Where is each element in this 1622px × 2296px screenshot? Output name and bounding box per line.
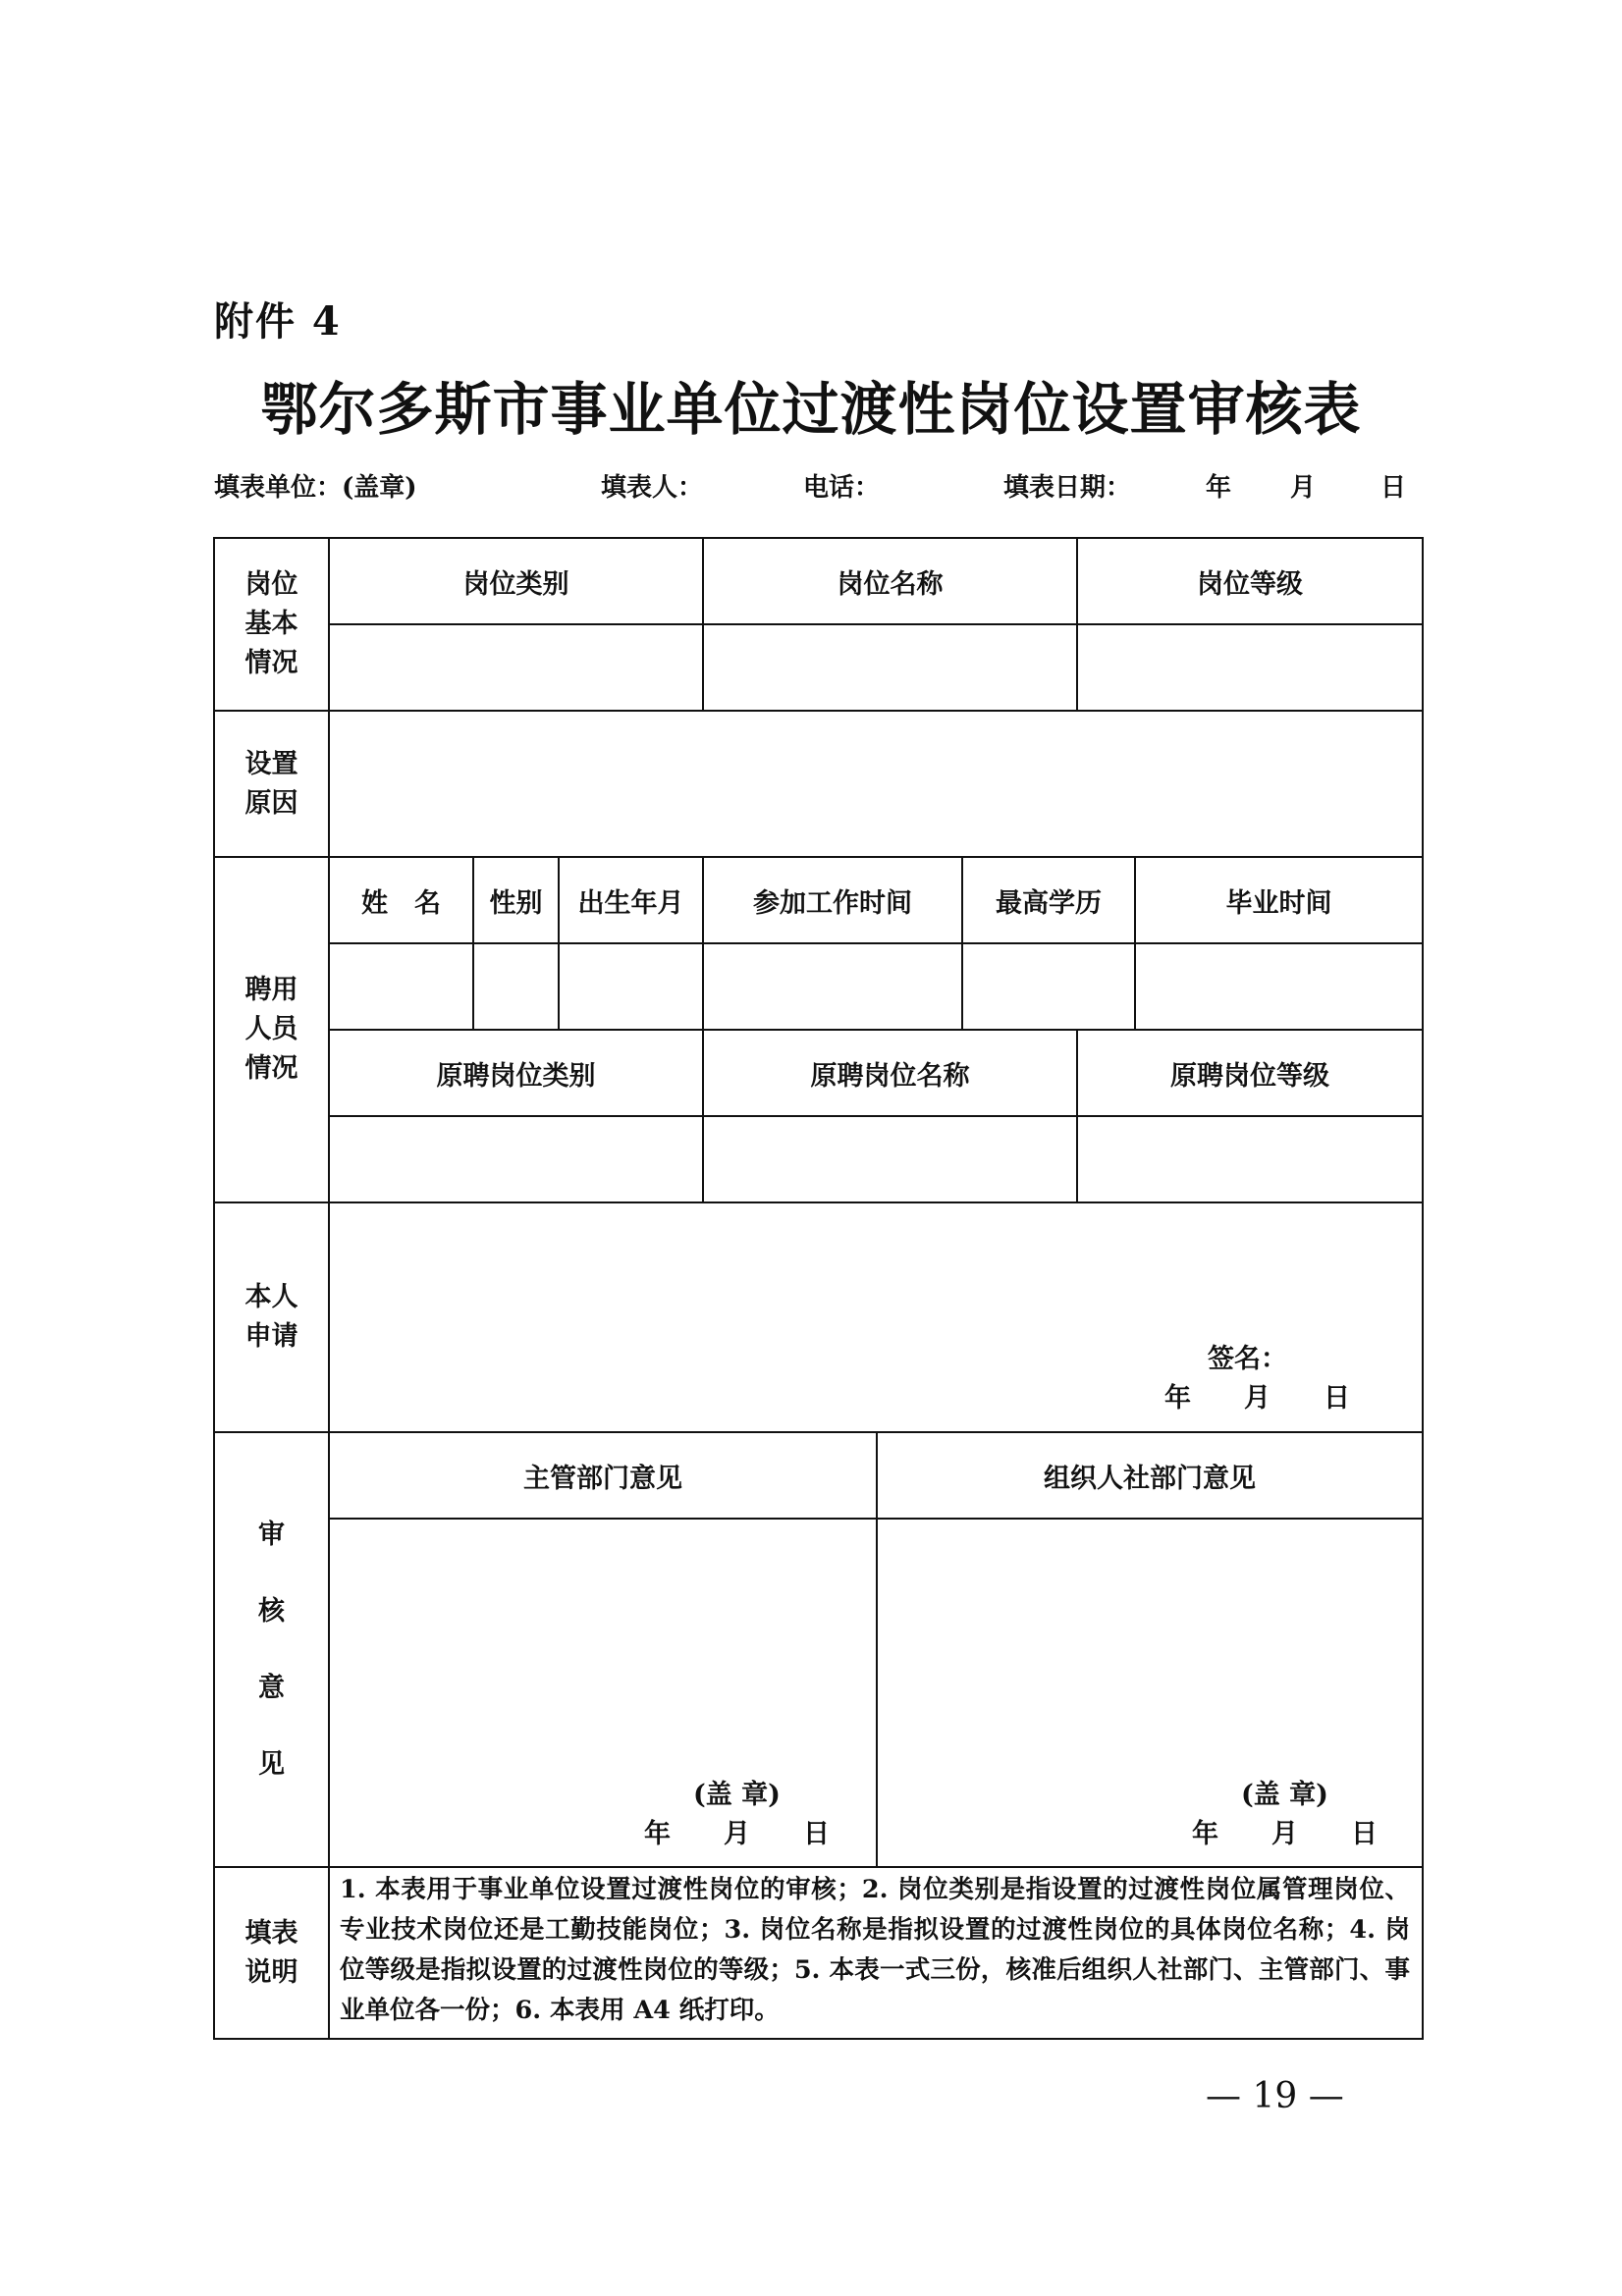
reason-label: 设置 原因 [213,710,330,858]
education-field[interactable] [961,942,1136,1031]
review-label: 审 核 意 见 [213,1431,330,1868]
post-level-field[interactable] [1076,623,1424,712]
supervisor-stamp: (盖 章) [693,1780,781,1810]
hr-date: 年 月 日 [1192,1819,1378,1849]
post-category-field[interactable] [328,623,704,712]
header-hr-opinion: 组织人社部门意见 [876,1431,1424,1520]
header-original-category: 原聘岗位类别 [328,1029,704,1117]
basic-info-label: 岗位 基本 情况 [213,537,330,712]
date-day: 日 [1380,473,1407,503]
fill-date-label: 填表日期： [1003,473,1132,503]
fill-unit-label: 填表单位：(盖章) [214,473,417,503]
hr-stamp: (盖 章) [1241,1780,1328,1810]
date-month: 月 [1290,473,1317,503]
post-name-field[interactable] [702,623,1078,712]
attachment-label: 附件 4 [214,298,342,345]
original-category-field[interactable] [328,1115,704,1203]
supervisor-date: 年 月 日 [644,1819,830,1849]
original-name-field[interactable] [702,1115,1078,1203]
filler-label: 填表人： [601,473,704,503]
notes-text: 1. 本表用于事业单位设置过渡性岗位的审核；2. 岗位类别是指设置的过渡性岗位属管理岗位、专业技术岗位还是工勤技能岗位；3. 岗位名称是指拟设置的过渡性岗位的具体岗位名称；4. 岗位等级是指拟设置的过渡性岗位的等级；5. 本表一式三份，核准后组织人社部门、主管部门、事业单位各一份；6. 本表用 A4 纸打印。 [340,1875,1410,2025]
page-number: — 19 — [1206,2076,1344,2116]
header-education: 最高学历 [961,856,1136,944]
application-signature-label: 签名： [1208,1344,1287,1374]
header-original-level: 原聘岗位等级 [1076,1029,1424,1117]
phone-label: 电话： [803,473,881,503]
original-level-field[interactable] [1076,1115,1424,1203]
date-year: 年 [1206,473,1232,503]
application-date: 年 月 日 [1164,1383,1350,1414]
header-gender: 性别 [472,856,560,944]
page-title: 鄂尔多斯市事业单位过渡性岗位设置审核表 [260,376,1362,443]
birth-field[interactable] [558,942,704,1031]
graduation-field[interactable] [1134,942,1424,1031]
notes-label: 填表 说明 [213,1866,330,2040]
header-birth: 出生年月 [558,856,704,944]
header-post-level: 岗位等级 [1076,537,1424,625]
header-graduation: 毕业时间 [1134,856,1424,944]
work-start-field[interactable] [702,942,963,1031]
application-label: 本人 申请 [213,1201,330,1433]
header-post-category: 岗位类别 [328,537,704,625]
header-work-start: 参加工作时间 [702,856,963,944]
header-supervisor-opinion: 主管部门意见 [328,1431,878,1520]
name-field[interactable] [328,942,474,1031]
reason-field[interactable] [328,710,1424,858]
header-name: 姓 名 [328,856,474,944]
personnel-label: 聘用 人员 情况 [213,856,330,1203]
gender-field[interactable] [472,942,560,1031]
header-post-name: 岗位名称 [702,537,1078,625]
header-original-name: 原聘岗位名称 [702,1029,1078,1117]
